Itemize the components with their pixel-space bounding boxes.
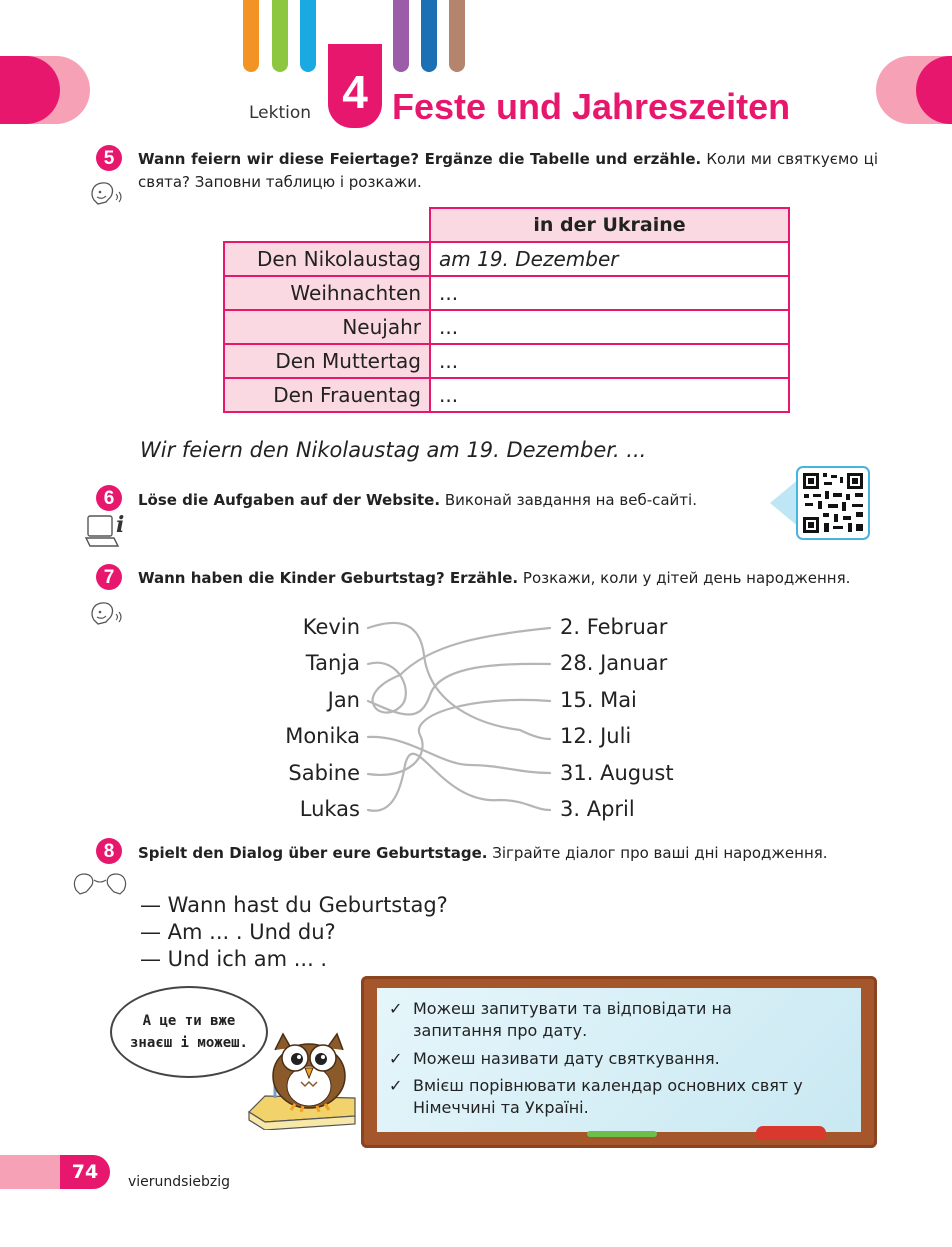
dialog-icon	[72, 870, 128, 898]
task6-instruction-de: Löse die Aufgaben auf der Website.	[138, 491, 441, 509]
stripe-darkblue	[421, 0, 437, 72]
board-eraser	[756, 1126, 826, 1140]
match-line	[368, 754, 550, 811]
task7-instruction	[138, 567, 878, 590]
row-value: ...	[430, 378, 789, 412]
row-label: Den Muttertag	[224, 344, 430, 378]
task8-instruction-de: Spielt den Dialog über eure Geburtstage.	[138, 844, 488, 862]
checklist-item	[389, 998, 813, 1042]
task8-instruction	[138, 842, 878, 865]
chalkboard-surface	[377, 988, 861, 1132]
example-sentence: Wir feiern den Nikolaustag am 19. Dezember. ...	[140, 438, 647, 462]
matching-lines	[360, 615, 560, 825]
check-icon: ✓	[389, 999, 403, 1018]
table-row	[224, 242, 789, 276]
task-number-6: 6	[96, 485, 122, 511]
row-label: Den Frauentag	[224, 378, 430, 412]
row-value: ...	[430, 344, 789, 378]
birthday-date: 28. Januar	[560, 651, 668, 675]
child-name: Monika	[285, 724, 360, 748]
row-value: am 19. Dezember	[430, 242, 789, 276]
row-label: Weihnachten	[224, 276, 430, 310]
row-label: Neujahr	[224, 310, 430, 344]
page-title: Feste und Jahreszeiten	[392, 86, 791, 127]
laptop-info-icon	[84, 510, 128, 550]
row-value: ...	[430, 310, 789, 344]
table-row	[224, 344, 789, 378]
child-name: Kevin	[302, 615, 360, 639]
table-row	[224, 310, 789, 344]
task-number-5: 5	[96, 145, 122, 171]
lektion-label: Lektion	[249, 103, 312, 123]
checklist-item	[389, 1048, 813, 1070]
owl-on-books-illustration	[245, 1020, 360, 1130]
child-name: Tanja	[305, 651, 360, 675]
table-header-row	[224, 208, 789, 242]
checklist-item-text: Можеш запитувати та відповідати на запитання про дату.	[413, 999, 732, 1040]
check-icon: ✓	[389, 1076, 403, 1095]
dialog-line: — Und ich am ... .	[140, 947, 328, 971]
task5-instruction-ua: Коли ми святкуємо ці свята? Заповни таблицю і розкажи.	[138, 150, 879, 191]
birthday-date: 12. Juli	[560, 724, 632, 748]
row-label: Den Nikolaustag	[224, 242, 430, 276]
holiday-table	[223, 207, 790, 413]
page-number: 74	[60, 1155, 110, 1189]
task8-instruction-ua: Зіграйте діалог про ваші дні народження.	[492, 844, 828, 862]
child-name: Lukas	[299, 797, 360, 821]
task5-instruction-de: Wann feiern wir diese Feiertage? Ergänze die Tabelle und erzähle.	[138, 150, 702, 168]
birthday-date: 15. Mai	[560, 688, 637, 712]
task7-instruction-ua: Розкажи, коли у дітей день народження.	[522, 569, 851, 587]
qr-code-link[interactable]	[770, 464, 872, 542]
birthday-date: 3. April	[560, 797, 635, 821]
dialog-line: — Wann hast du Geburtstag?	[140, 893, 448, 917]
birthday-date: 2. Februar	[560, 615, 668, 639]
child-name: Jan	[327, 688, 360, 712]
match-line	[368, 623, 550, 739]
match-line	[368, 737, 550, 773]
birthday-date: 31. August	[560, 761, 674, 785]
stripe-green	[272, 0, 288, 72]
bubble-line-2: знаєш і можеш.	[129, 1035, 248, 1051]
checklist-item-text: Можеш називати дату святкування.	[413, 1049, 720, 1068]
dialog-line: — Am ... . Und du?	[140, 920, 336, 944]
task6-instruction	[138, 489, 738, 512]
table-row	[224, 276, 789, 310]
checklist-item	[389, 1075, 833, 1119]
summary-chalkboard	[361, 976, 877, 1148]
table-header-ukraine: in der Ukraine	[430, 208, 789, 242]
speaking-icon	[88, 180, 124, 208]
task6-instruction-ua: Виконай завдання на веб-сайті.	[444, 491, 697, 509]
page-number-word: vierundsiebzig	[128, 1174, 230, 1190]
row-value: ...	[430, 276, 789, 310]
checklist-item-text: Вмієш порівнювати календар основних свят у Німеччині та Україні.	[413, 1076, 803, 1117]
task7-instruction-de: Wann haben die Kinder Geburtstag? Erzähle.	[138, 569, 519, 587]
stripe-purple	[393, 0, 409, 72]
stripe-brown	[449, 0, 465, 72]
bubble-line-1: А це ти вже	[142, 1013, 236, 1029]
task-number-8: 8	[96, 838, 122, 864]
task5-instruction	[138, 148, 878, 194]
svg-text:i: i	[116, 512, 125, 538]
lektion-number-badge: 4	[328, 44, 382, 128]
chalk-piece	[587, 1131, 657, 1137]
task-number-7: 7	[96, 564, 122, 590]
stripe-orange	[243, 0, 259, 72]
speaking-icon	[88, 600, 124, 628]
check-icon: ✓	[389, 1049, 403, 1068]
stripe-blue	[300, 0, 316, 72]
child-name: Sabine	[288, 761, 360, 785]
table-row	[224, 378, 789, 412]
